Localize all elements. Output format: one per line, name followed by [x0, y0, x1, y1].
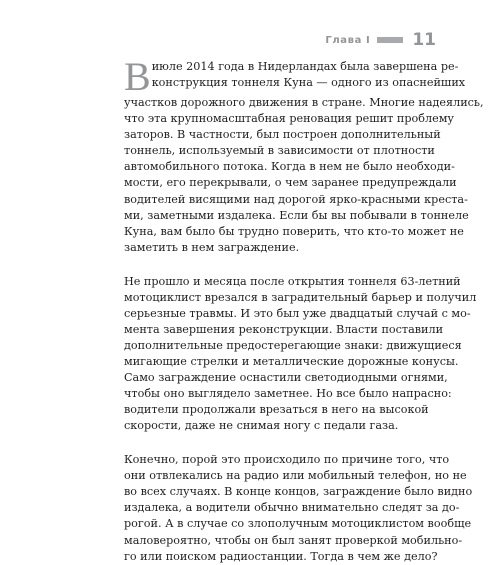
text-line: Само заграждение оснастили светодиодными огнями, [124, 371, 448, 385]
chapter-label: Глава I [325, 34, 371, 46]
text-line: заметить в нем заграждение. [124, 240, 300, 254]
text-line: конструкция тоннеля Куна — одного из опаснейших [151, 76, 466, 90]
text-line: мотоциклист врезался в заградительный барьер и получил [124, 290, 477, 304]
drop-cap: В [124, 54, 151, 99]
text-line: Куна, вам было бы трудно поверить, что кто-то может не [124, 224, 464, 238]
paragraph-3 [124, 452, 473, 565]
text-line: мости, его перекрывали, о чем заранее предупреждали [124, 176, 457, 190]
text-line: мента завершения реконструкции. Власти поставили [124, 322, 444, 336]
text-line: Не прошло и месяца после открытия тоннеля 63-летний [124, 274, 461, 288]
text-line: тоннель, используемый в зависимости от плотности [124, 144, 435, 158]
text-line: водители продолжали врезаться в него на высокой [124, 403, 429, 417]
text-line: автомобильного потока. Когда в нем не было необходи- [124, 160, 455, 174]
text-line: заторов. В частности, был построен дополнительный [124, 128, 441, 142]
text-line: го или поиском радиостанции. Тогда в чем же дело? [124, 549, 438, 563]
text-line: Конечно, порой это происходило по причине того, что [124, 453, 450, 467]
text-line: водителей висящими над дорогой ярко-красными креста- [124, 192, 468, 206]
text-line: мигающие стрелки и металлические дорожные конусы. [124, 355, 459, 368]
text-line: участков дорожного движения в стране. Многие надеялись, [124, 96, 484, 109]
text-line: рогой. А в случае со злополучным мотоциклистом вообще [124, 517, 472, 531]
paragraph-1 [124, 54, 484, 256]
text-line: июле 2014 года в Нидерландах была завершена ре- [151, 60, 459, 73]
paragraph-2 [124, 274, 477, 435]
text-line: что эта крупномасштабная реновация решит проблему [124, 112, 455, 126]
drop-cap-block [124, 54, 466, 99]
text-line: скорости, даже не снимая ногу с педали газа. [124, 419, 399, 433]
text-line: они отвлекались на радио или мобильный телефон, но не [124, 469, 467, 483]
text-line: во всех случаях. В конце концов, заграждение было видно [124, 485, 473, 499]
text-line: ми, заметными издалека. Если бы вы побывали в тоннеле [124, 208, 469, 222]
text-line: дополнительные предостерегающие знаки: движущиеся [124, 338, 462, 352]
text-line: издалека, а водители обычно внимательно следят за до- [124, 501, 460, 515]
text-line: маловероятно, чтобы он был занят проверкой мобильно- [124, 533, 463, 547]
body-text [124, 54, 484, 565]
text-line: серьезные травмы. И это был уже двадцатый случай с мо- [124, 306, 471, 320]
running-head [325, 30, 436, 50]
text-line: чтобы оно выглядело заметнее. Но все было напрасно: [124, 387, 452, 401]
header-rule [377, 37, 403, 43]
page-number: 11 [412, 30, 436, 50]
